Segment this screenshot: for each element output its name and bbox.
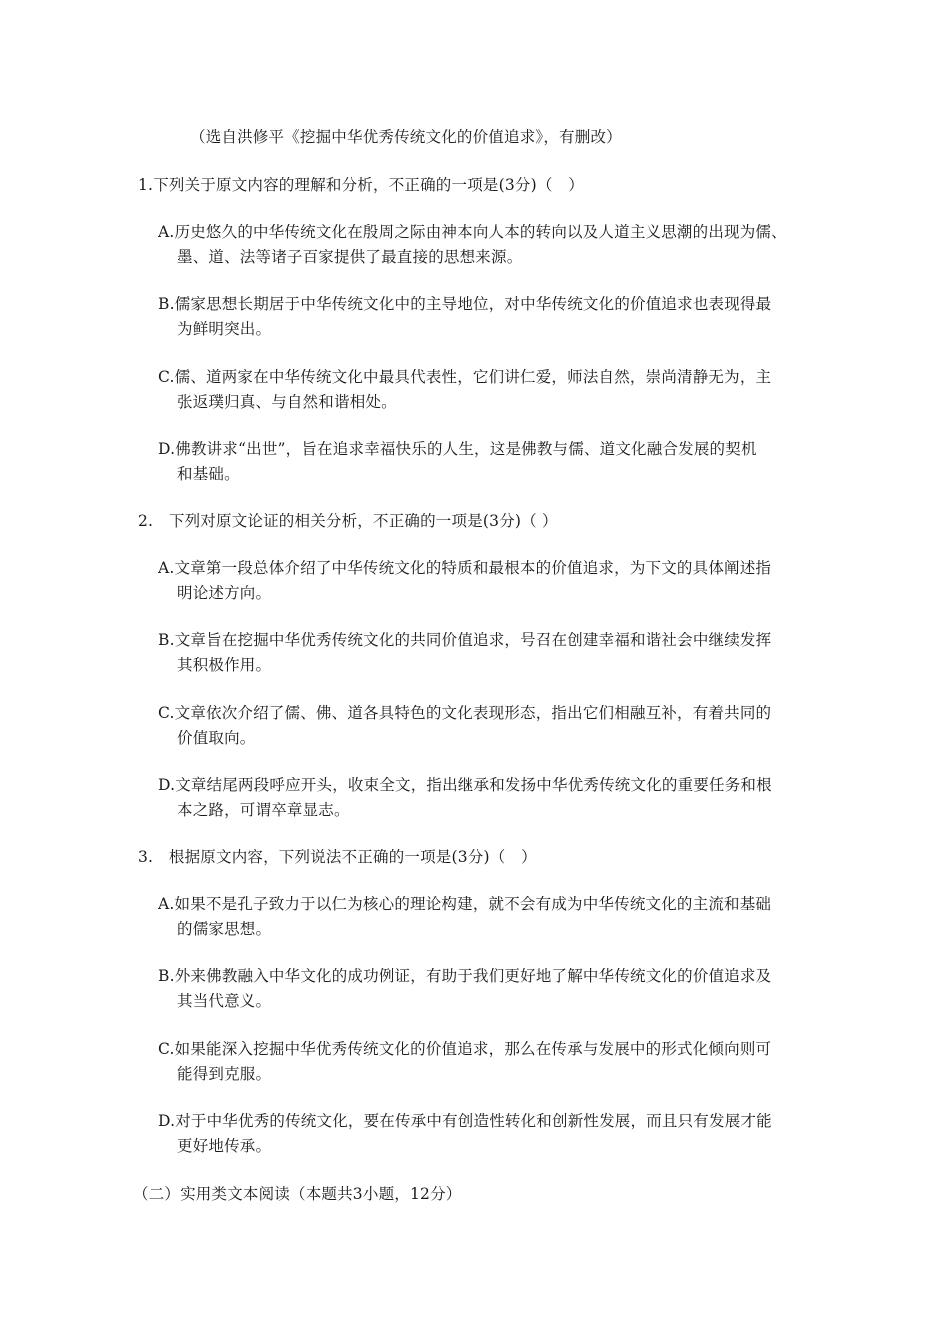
question-2-option-c: C.文章依次介绍了儒、佛、道各具特色的文化表现形态，指出它们相融互补，有着共同的 [158,704,772,722]
question-1-option-d: D.佛教讲求“出世”，旨在追求幸福快乐的人生，这是佛教与儒、道文化融合发展的契机 [158,440,757,458]
question-2-option-d: D.文章结尾两段呼应开头，收束全文，指出继承和发扬中华优秀传统文化的重要任务和根 [158,776,772,794]
question-1-option-c-cont: 张返璞归真、与自然和谐相处。 [177,393,397,411]
question-2-option-d-cont: 本之路，可谓卒章显志。 [177,801,350,819]
section-heading: （二）实用类文本阅读（本题共3小题，12分） [133,1185,462,1203]
question-3-option-c: C.如果能深入挖掘中华优秀传统文化的价值追求，那么在传承与发展中的形式化倾向则可 [158,1040,772,1058]
source-citation: （选自洪修平《挖掘中华优秀传统文化的价值追求》，有删改） [190,128,622,146]
question-2-option-c-cont: 价值取向。 [177,729,256,747]
question-3-option-d: D.对于中华优秀的传统文化，要在传承中有创造性转化和创新性发展，而且只有发展才能 [158,1112,772,1130]
question-1-option-b-cont: 为鲜明突出。 [177,320,272,338]
question-3-option-c-cont: 能得到克服。 [177,1065,272,1083]
question-3-option-a: A.如果不是孔子致力于以仁为核心的理论构建，就不会有成为中华传统文化的主流和基础 [158,895,772,913]
question-2-option-a-cont: 明论述方向。 [177,584,272,602]
question-3-option-a-cont: 的儒家思想。 [177,920,272,938]
question-1-option-b: B.儒家思想长期居于中华传统文化中的主导地位，对中华传统文化的价值追求也表现得最 [158,295,772,313]
question-1-option-a: A.历史悠久的中华传统文化在殷周之际由神本向人本的转向以及人道主义思潮的出现为儒、 [158,223,787,241]
question-3-option-d-cont: 更好地传承。 [177,1137,272,1155]
question-2-option-b-cont: 其积极作用。 [177,656,272,674]
question-2-stem: 2. 下列对原文论证的相关分析，不正确的一项是(3分)（ ） [138,512,558,530]
question-3-option-b: B.外来佛教融入中华文化的成功例证，有助于我们更好地了解中华传统文化的价值追求及 [158,967,772,985]
question-3-option-b-cont: 其当代意义。 [177,992,272,1010]
question-1-option-c: C.儒、道两家在中华传统文化中最具代表性，它们讲仁爱，师法自然，崇尚清静无为，主 [158,368,772,386]
question-3-stem: 3. 根据原文内容，下列说法不正确的一项是(3分)（ ） [138,848,537,866]
question-1-option-d-cont: 和基础。 [177,465,240,483]
question-1-stem: 1.下列关于原文内容的理解和分析，不正确的一项是(3分)（ ） [138,176,584,194]
question-2-option-b: B.文章旨在挖掘中华优秀传统文化的共同价值追求，号召在创建幸福和谐社会中继续发挥 [158,631,772,649]
question-1-option-a-cont: 墨、道、法等诸子百家提供了最直接的思想来源。 [177,248,523,266]
question-2-option-a: A.文章第一段总体介绍了中华传统文化的特质和最根本的价值追求，为下文的具体阐述指 [158,559,772,577]
